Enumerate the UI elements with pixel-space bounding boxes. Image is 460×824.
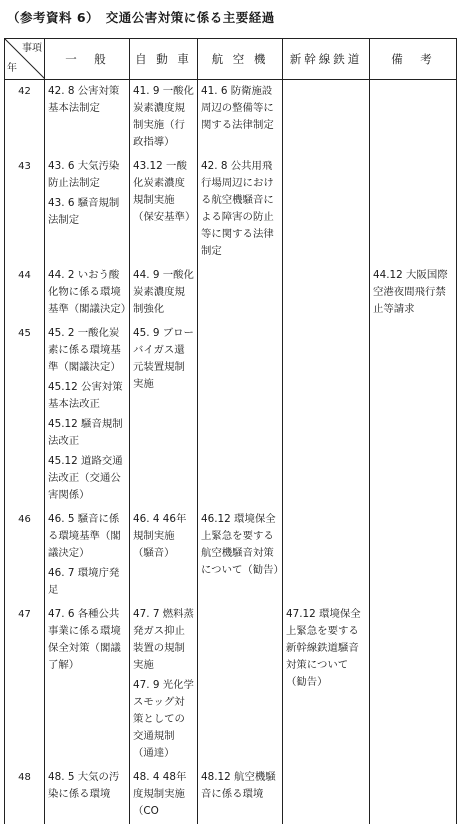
chronology-table bbox=[4, 38, 457, 824]
event-entry: 45.12 道路交通法改正（交通公害関係） bbox=[47, 453, 127, 504]
column-header-notes: 備 考 bbox=[370, 39, 457, 80]
event-entry: 48.12 航空機騒音に係る環境 bbox=[200, 769, 280, 803]
event-entry: 46.12 環境保全上緊急を要する航空機騒音対策について（勧告） bbox=[200, 511, 280, 579]
aircraft-cell bbox=[198, 322, 283, 508]
notes-cell bbox=[370, 80, 457, 156]
event-entry: 43. 6 騒音規制法制定 bbox=[47, 195, 127, 229]
table-row bbox=[5, 322, 457, 508]
event-entry: 43. 6 大気汚染防止法制定 bbox=[47, 158, 127, 192]
event-entry: 41. 9 一酸化炭素濃度規制実施（行政指導） bbox=[132, 83, 195, 151]
table-body bbox=[5, 80, 457, 824]
general-cell bbox=[45, 322, 130, 508]
shinkansen-cell bbox=[283, 264, 370, 322]
notes-cell bbox=[370, 322, 457, 508]
shinkansen-cell bbox=[283, 80, 370, 156]
shinkansen-cell bbox=[283, 603, 370, 766]
automobile-cell bbox=[130, 322, 198, 508]
general-cell bbox=[45, 80, 130, 156]
event-entry: 45. 9 ブローバイガス還元装置規制実施 bbox=[132, 325, 195, 393]
shinkansen-cell bbox=[283, 766, 370, 824]
shinkansen-cell bbox=[283, 155, 370, 264]
automobile-cell bbox=[130, 264, 198, 322]
year-cell: 42 bbox=[5, 80, 45, 156]
event-entry: 45. 2 一酸化炭素に係る環境基準（閣議決定） bbox=[47, 325, 127, 376]
notes-cell bbox=[370, 603, 457, 766]
column-header-general: 一 般 bbox=[45, 39, 130, 80]
notes-cell bbox=[370, 155, 457, 264]
event-entry: 45.12 公害対策基本法改正 bbox=[47, 379, 127, 413]
event-entry: 46. 4 46年規制実施（騒音） bbox=[132, 511, 195, 562]
column-header-automobile: 自 動 車 bbox=[130, 39, 198, 80]
aircraft-cell bbox=[198, 155, 283, 264]
corner-label-year: 年 bbox=[7, 60, 17, 77]
aircraft-cell bbox=[198, 603, 283, 766]
column-header-shinkansen: 新幹線鉄道 bbox=[283, 39, 370, 80]
automobile-cell bbox=[130, 603, 198, 766]
aircraft-cell bbox=[198, 264, 283, 322]
table-row bbox=[5, 264, 457, 322]
event-entry: 42. 8 公害対策基本法制定 bbox=[47, 83, 127, 117]
year-cell: 45 bbox=[5, 322, 45, 508]
shinkansen-cell bbox=[283, 322, 370, 508]
column-header-aircraft: 航 空 機 bbox=[198, 39, 283, 80]
automobile-cell bbox=[130, 508, 198, 603]
table-row bbox=[5, 603, 457, 766]
document-title: （参考資料 6） 交通公害対策に係る主要経過 bbox=[7, 8, 275, 26]
automobile-cell bbox=[130, 80, 198, 156]
event-entry: 44. 2 いおう酸化物に係る環境基準（閣議決定） bbox=[47, 267, 127, 318]
table-row bbox=[5, 155, 457, 264]
general-cell bbox=[45, 155, 130, 264]
corner-label-item: 事項 bbox=[22, 40, 42, 57]
notes-cell bbox=[370, 766, 457, 824]
event-entry: 44.12 大阪国際空港夜間飛行禁止等請求 bbox=[372, 267, 454, 318]
automobile-cell bbox=[130, 766, 198, 824]
event-entry: 47.12 環境保全上緊急を要する新幹線鉄道騒音対策について（勧告） bbox=[285, 606, 367, 691]
event-entry: 47. 7 燃料蒸発ガス抑止装置の規制実施 bbox=[132, 606, 195, 674]
aircraft-cell bbox=[198, 508, 283, 603]
year-cell: 48 bbox=[5, 766, 45, 824]
event-entry: 43.12 一酸化炭素濃度規制実施（保安基準） bbox=[132, 158, 195, 226]
event-entry: 48. 4 48年度規制実施（CO bbox=[132, 769, 195, 820]
table-row bbox=[5, 80, 457, 156]
event-entry: 42. 8 公共用飛行場周辺における航空機騒音による障害の防止等に関する法律制定 bbox=[200, 158, 280, 260]
event-entry: 47. 9 光化学スモッグ対策としての交通規制（通達） bbox=[132, 677, 195, 762]
table-row bbox=[5, 508, 457, 603]
year-cell: 43 bbox=[5, 155, 45, 264]
notes-cell bbox=[370, 264, 457, 322]
general-cell bbox=[45, 766, 130, 824]
year-cell: 44 bbox=[5, 264, 45, 322]
event-entry: 48. 5 大気の汚染に係る環境 bbox=[47, 769, 127, 803]
header-row bbox=[5, 39, 457, 80]
event-entry: 45.12 騒音規制法改正 bbox=[47, 416, 127, 450]
shinkansen-cell bbox=[283, 508, 370, 603]
aircraft-cell bbox=[198, 80, 283, 156]
general-cell bbox=[45, 603, 130, 766]
event-entry: 46. 5 騒音に係る環境基準（閣議決定） bbox=[47, 511, 127, 562]
year-cell: 47 bbox=[5, 603, 45, 766]
table-row bbox=[5, 766, 457, 824]
general-cell bbox=[45, 508, 130, 603]
event-entry: 46. 7 環境庁発足 bbox=[47, 565, 127, 599]
general-cell bbox=[45, 264, 130, 322]
aircraft-cell bbox=[198, 766, 283, 824]
notes-cell bbox=[370, 508, 457, 603]
automobile-cell bbox=[130, 155, 198, 264]
year-cell: 46 bbox=[5, 508, 45, 603]
event-entry: 41. 6 防衛施設周辺の整備等に関する法律制定 bbox=[200, 83, 280, 134]
corner-header bbox=[5, 39, 45, 80]
event-entry: 44. 9 一酸化炭素濃度規制強化 bbox=[132, 267, 195, 318]
event-entry: 47. 6 各種公共事業に係る環境保全対策（閣議了解） bbox=[47, 606, 127, 674]
